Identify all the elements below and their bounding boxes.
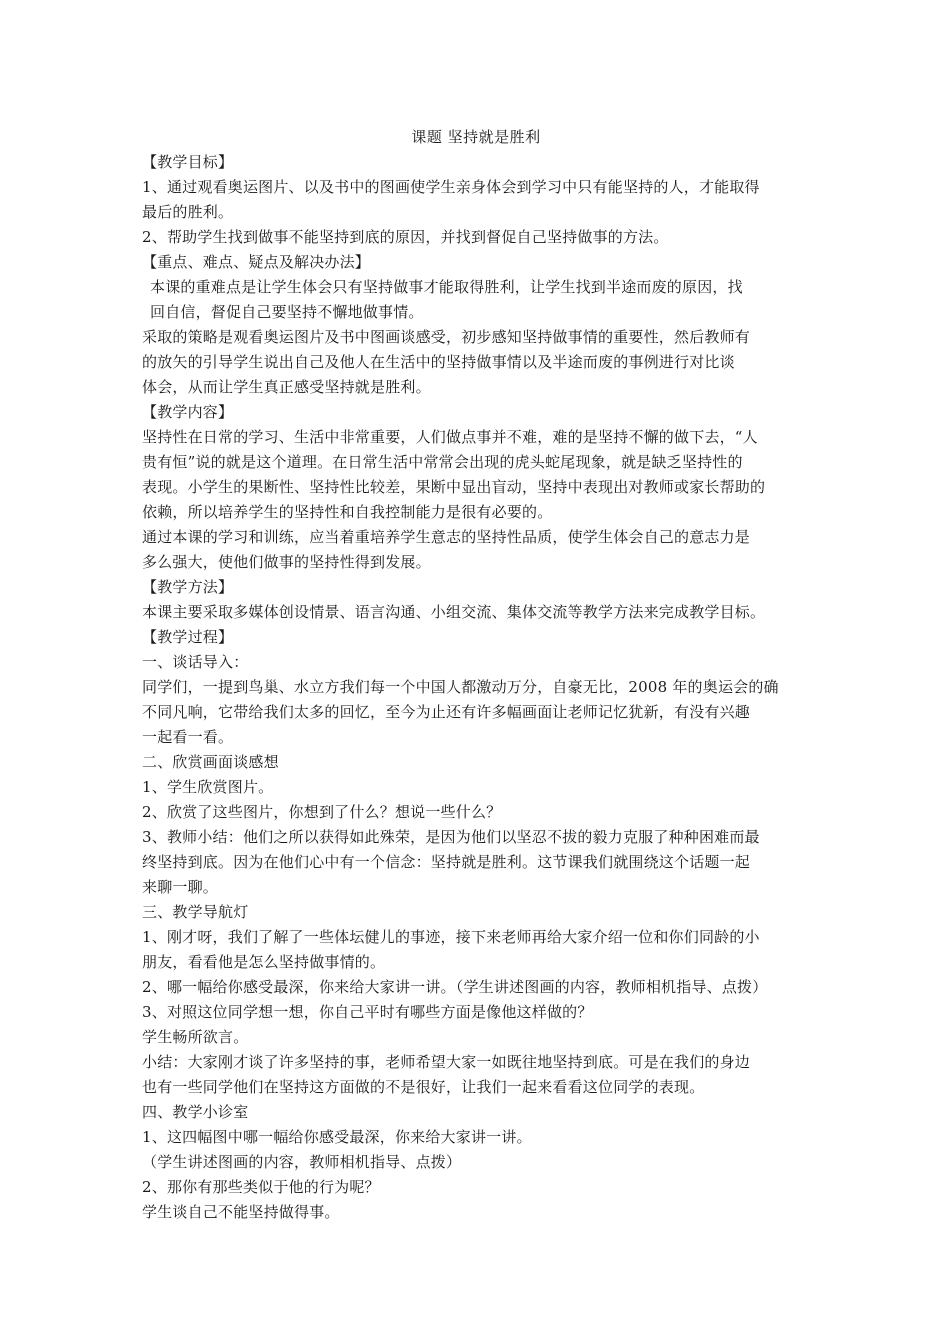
paragraph-line: 最后的胜利。 bbox=[142, 203, 234, 221]
paragraph-line: 1、学生欣赏图片。 bbox=[142, 778, 274, 796]
paragraph-line: 四、教学小诊室 bbox=[142, 1103, 249, 1121]
document-title: 课题 坚持就是胜利 bbox=[411, 128, 541, 146]
paragraph-line: 坚持性在日常的学习、生活中非常重要，人们做点事并不难，难的是坚持不懈的做下去，“人 bbox=[142, 428, 758, 446]
paragraph-line: 小结：大家刚才谈了许多坚持的事，老师希望大家一如既往地坚持到底。可是在我们的身边 bbox=[142, 1053, 751, 1071]
paragraph-line: 不同凡响，它带给我们太多的回忆，至今为止还有许多幅画面让老师记忆犹新，有没有兴趣 bbox=[142, 703, 751, 721]
paragraph-line: 【教学方法】 bbox=[142, 578, 234, 596]
paragraph-line: 来聊一聊。 bbox=[142, 878, 219, 896]
paragraph-line: 2、帮助学生找到做事不能坚持到底的原因，并找到督促自己坚持做事的方法。 bbox=[142, 228, 669, 246]
paragraph-line: 【重点、难点、疑点及解决办法】 bbox=[142, 253, 371, 271]
paragraph-line: 3、教师小结：他们之所以获得如此殊荣，是因为他们以坚忍不拔的毅力克服了种种困难而最 bbox=[142, 828, 760, 846]
paragraph-line: 体会，从而让学生真正感受坚持就是胜利。 bbox=[142, 378, 431, 396]
paragraph-line: 依赖，所以培养学生的坚持性和自我控制能力是很有必要的。 bbox=[142, 503, 553, 521]
paragraph-line: 2、欣赏了这些图片，你想到了什么？想说一些什么？ bbox=[142, 803, 502, 821]
paragraph-line: 采取的策略是观看奥运图片及书中图画谈感受，初步感知坚持做事情的重要性，然后教师有 bbox=[142, 328, 751, 346]
paragraph-line: 学生谈自己不能坚持做得事。 bbox=[142, 1203, 340, 1221]
paragraph-line: 本课的重难点是让学生体会只有坚持做事才能取得胜利，让学生找到半途而废的原因，找 bbox=[150, 278, 743, 296]
document-page bbox=[142, 124, 810, 1225]
paragraph-line: 三、教学导航灯 bbox=[142, 903, 249, 921]
paragraph-line: 多么强大，使他们做事的坚持性得到发展。 bbox=[142, 553, 431, 571]
paragraph-line: 【教学过程】 bbox=[142, 628, 234, 646]
paragraph-line: 学生畅所欲言。 bbox=[142, 1028, 249, 1046]
paragraph-line: 1、这四幅图中哪一幅给你感受最深，你来给大家讲一讲。 bbox=[142, 1128, 532, 1146]
paragraph-line: 贵有恒”说的就是这个道理。在日常生活中常常会出现的虎头蛇尾现象，就是缺乏坚持性的 bbox=[142, 453, 743, 471]
paragraph-line: 同学们，一提到鸟巢、水立方我们每一个中国人都激动万分，自豪无比，2008 年的奥运会的确 bbox=[142, 678, 779, 696]
paragraph-line: 一、谈话导入： bbox=[142, 653, 249, 671]
paragraph-line: 的放矢的引导学生说出自己及他人在生活中的坚持做事情以及半途而废的事例进行对比谈 bbox=[142, 353, 735, 371]
document-body bbox=[142, 150, 810, 1225]
paragraph-line: 一起看一看。 bbox=[142, 728, 234, 746]
paragraph-line: 【教学目标】 bbox=[142, 153, 234, 171]
paragraph-line: 【教学内容】 bbox=[142, 403, 234, 421]
paragraph-line: 回自信，督促自己要坚持不懈地做事情。 bbox=[150, 303, 424, 321]
paragraph-line: 本课主要采取多媒体创设情景、语言沟通、小组交流、集体交流等教学方法来完成教学目标。 bbox=[142, 603, 766, 621]
paragraph-line: 3、对照这位同学想一想，你自己平时有哪些方面是像他这样做的？ bbox=[142, 1003, 593, 1021]
paragraph-line: 2、那你有那些类似于他的行为呢？ bbox=[142, 1178, 380, 1196]
paragraph-line: 二、欣赏画面谈感想 bbox=[142, 753, 279, 771]
paragraph-line: 表现。小学生的果断性、坚持性比较差，果断中显出盲动，坚持中表现出对教师或家长帮助的 bbox=[142, 478, 766, 496]
paragraph-line: （学生讲述图画的内容，教师相机指导、点拨） bbox=[142, 1153, 462, 1171]
paragraph-line: 1、刚才呀，我们了解了一些体坛健儿的事迹，接下来老师再给大家介绍一位和你们同龄的小 bbox=[142, 928, 760, 946]
paragraph-line: 通过本课的学习和训练，应当着重培养学生意志的坚持性品质，使学生体会自己的意志力是 bbox=[142, 528, 751, 546]
paragraph-line: 朋友，看看他是怎么坚持做事情的。 bbox=[142, 953, 386, 971]
paragraph-line: 也有一些同学他们在坚持这方面做的不是很好，让我们一起来看看这位同学的表现。 bbox=[142, 1078, 705, 1096]
paragraph-line: 1、通过观看奥运图片、以及书中的图画使学生亲身体会到学习中只有能坚持的人，才能取得 bbox=[142, 178, 760, 196]
paragraph-line: 2、哪一幅给你感受最深，你来给大家讲一讲。（学生讲述图画的内容，教师相机指导、点拨） bbox=[142, 978, 768, 996]
paragraph-line: 终坚持到底。因为在他们心中有一个信念：坚持就是胜利。这节课我们就围绕这个话题一起 bbox=[142, 853, 751, 871]
